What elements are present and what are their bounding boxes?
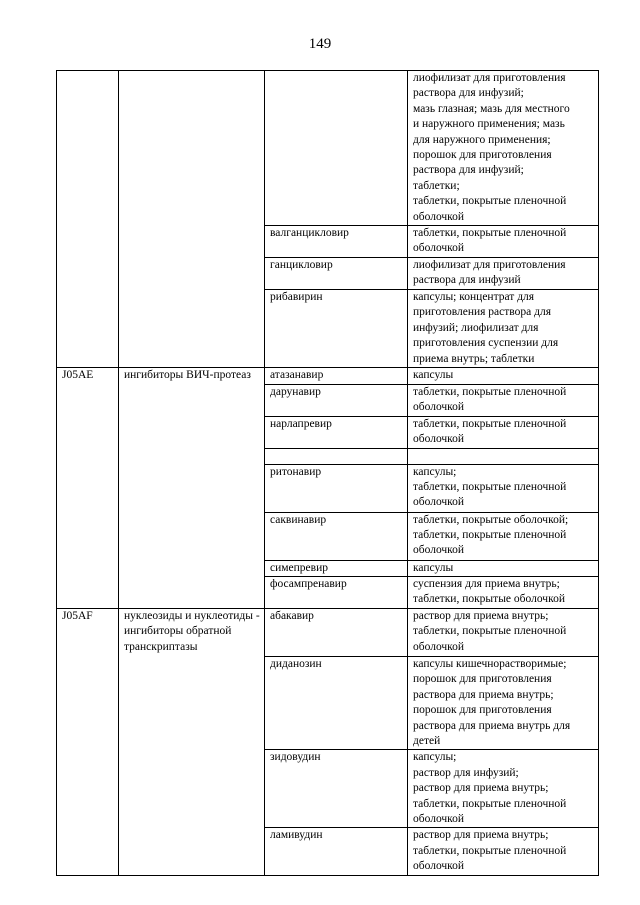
dosage-forms-cell: [408, 656, 599, 749]
atc-code-cell: J05AE: [57, 368, 119, 609]
dosage-forms-cell: [408, 226, 599, 258]
dosage-form-line: оболочкой: [413, 860, 465, 873]
dosage-forms-cell: [408, 512, 599, 560]
group-name-cell: [119, 71, 265, 368]
dosage-form-line: капсулы;: [413, 751, 457, 764]
atc-code-cell: [57, 71, 119, 368]
dosage-forms-cell: [408, 464, 599, 512]
dosage-forms-cell: [408, 71, 599, 226]
dosage-forms-cell: [408, 384, 599, 416]
dosage-form-line: раствор для инфузий;: [413, 766, 519, 779]
dosage-form-line: раствора для инфузий;: [413, 87, 524, 100]
dosage-form-line: оболочкой: [413, 432, 465, 445]
dosage-forms-cell: [408, 416, 599, 448]
dosage-form-line: таблетки, покрытые пленочной: [413, 528, 567, 541]
drug-name-cell: ритонавир: [265, 464, 408, 512]
dosage-form-line: порошок для приготовления: [413, 149, 552, 162]
dosage-form-line: таблетки, покрытые оболочкой;: [413, 513, 569, 526]
dosage-forms-cell: [408, 828, 599, 876]
dosage-form-line: порошок для приготовления: [413, 673, 552, 686]
drug-name-cell: дарунавир: [265, 384, 408, 416]
dosage-form-line: лиофилизат для приготовления: [413, 259, 566, 272]
drug-name-cell: абакавир: [265, 608, 408, 656]
dosage-form-line: приготовления суспензии для: [413, 337, 559, 350]
dosage-form-line: таблетки, покрытые пленочной: [413, 844, 567, 857]
dosage-form-line: раствора для инфузий;: [413, 164, 524, 177]
dosage-form-line: оболочкой: [413, 496, 465, 509]
dosage-form-line: детей: [413, 734, 441, 747]
dosage-form-line: оболочкой: [413, 640, 465, 653]
dosage-form-line: приема внутрь; таблетки: [413, 352, 535, 365]
drug-name-cell: саквинавир: [265, 512, 408, 560]
table-row: [57, 608, 599, 656]
dosage-form-line: таблетки, покрытые пленочной: [413, 797, 567, 810]
drug-name-cell: ламивудин: [265, 828, 408, 876]
dosage-form-line: мазь глазная; мазь для местного: [413, 102, 570, 115]
dosage-form-line: порошок для приготовления: [413, 704, 552, 717]
drug-name-cell: ганцикловир: [265, 258, 408, 290]
drug-name-cell: зидовудин: [265, 750, 408, 828]
drug-name-cell: атазанавир: [265, 368, 408, 384]
dosage-form-line: раствор для приема внутрь;: [413, 782, 549, 795]
group-name-cell: ингибиторы ВИЧ-протеаз: [119, 368, 265, 609]
dosage-forms-cell: [408, 560, 599, 576]
dosage-forms-cell: [408, 258, 599, 290]
dosage-form-line: инфузий; лиофилизат для: [413, 321, 539, 334]
dosage-forms-cell: [408, 290, 599, 368]
dosage-form-line: оболочкой: [413, 242, 465, 255]
drug-name-cell: фосампренавир: [265, 576, 408, 608]
dosage-form-line: оболочкой: [413, 812, 465, 825]
dosage-form-line: для наружного применения;: [413, 133, 551, 146]
dosage-form-line: раствор для приема внутрь;: [413, 609, 549, 622]
dosage-form-line: и наружного применения; мазь: [413, 118, 565, 131]
page-number: 149: [308, 36, 332, 52]
dosage-form-line: капсулы: [413, 561, 454, 574]
dosage-form-line: таблетки, покрытые пленочной: [413, 195, 567, 208]
group-name-cell: нуклеозиды и нуклеотиды - ингибиторы обратной транскриптазы: [119, 608, 265, 875]
dosage-form-line: оболочкой: [413, 400, 465, 413]
dosage-form-line: раствора для приема внутрь для: [413, 719, 571, 732]
table-row: [57, 368, 599, 384]
dosage-form-line: капсулы кишечнорастворимые;: [413, 657, 567, 670]
dosage-form-line: таблетки, покрытые пленочной: [413, 385, 567, 398]
dosage-form-line: таблетки, покрытые пленочной: [413, 625, 567, 638]
dosage-forms-cell: [408, 608, 599, 656]
dosage-form-line: раствора для приема внутрь;: [413, 688, 554, 701]
dosage-form-line: приготовления раствора для: [413, 306, 551, 319]
drug-name-cell: [265, 448, 408, 464]
dosage-form-line: таблетки, покрытые пленочной: [413, 480, 567, 493]
dosage-form-line: капсулы; концентрат для: [413, 291, 535, 304]
drug-name-cell: [265, 71, 408, 226]
dosage-form-line: таблетки;: [413, 179, 460, 192]
drug-table: [56, 70, 599, 876]
dosage-form-line: оболочкой: [413, 544, 465, 557]
dosage-forms-cell: [408, 576, 599, 608]
drug-name-cell: рибавирин: [265, 290, 408, 368]
dosage-form-line: раствора для инфузий: [413, 274, 521, 287]
dosage-form-line: таблетки, покрытые пленочной: [413, 417, 567, 430]
drug-name-cell: нарлапревир: [265, 416, 408, 448]
drug-name-cell: диданозин: [265, 656, 408, 749]
dosage-form-line: капсулы: [413, 369, 454, 382]
dosage-form-line: суспензия для приема внутрь;: [413, 577, 560, 590]
dosage-form-line: лиофилизат для приготовления: [413, 72, 566, 84]
dosage-forms-cell: [408, 368, 599, 384]
dosage-form-line: раствор для приема внутрь;: [413, 829, 549, 842]
dosage-forms-cell: [408, 448, 599, 464]
dosage-form-line: капсулы;: [413, 465, 457, 478]
dosage-form-line: таблетки, покрытые оболочкой: [413, 593, 565, 606]
atc-code-cell: J05AF: [57, 608, 119, 875]
drug-name-cell: симепревир: [265, 560, 408, 576]
drug-name-cell: валганцикловир: [265, 226, 408, 258]
dosage-form-line: оболочкой: [413, 210, 465, 223]
dosage-form-line: таблетки, покрытые пленочной: [413, 227, 567, 240]
dosage-forms-cell: [408, 750, 599, 828]
table-row: [57, 71, 599, 226]
